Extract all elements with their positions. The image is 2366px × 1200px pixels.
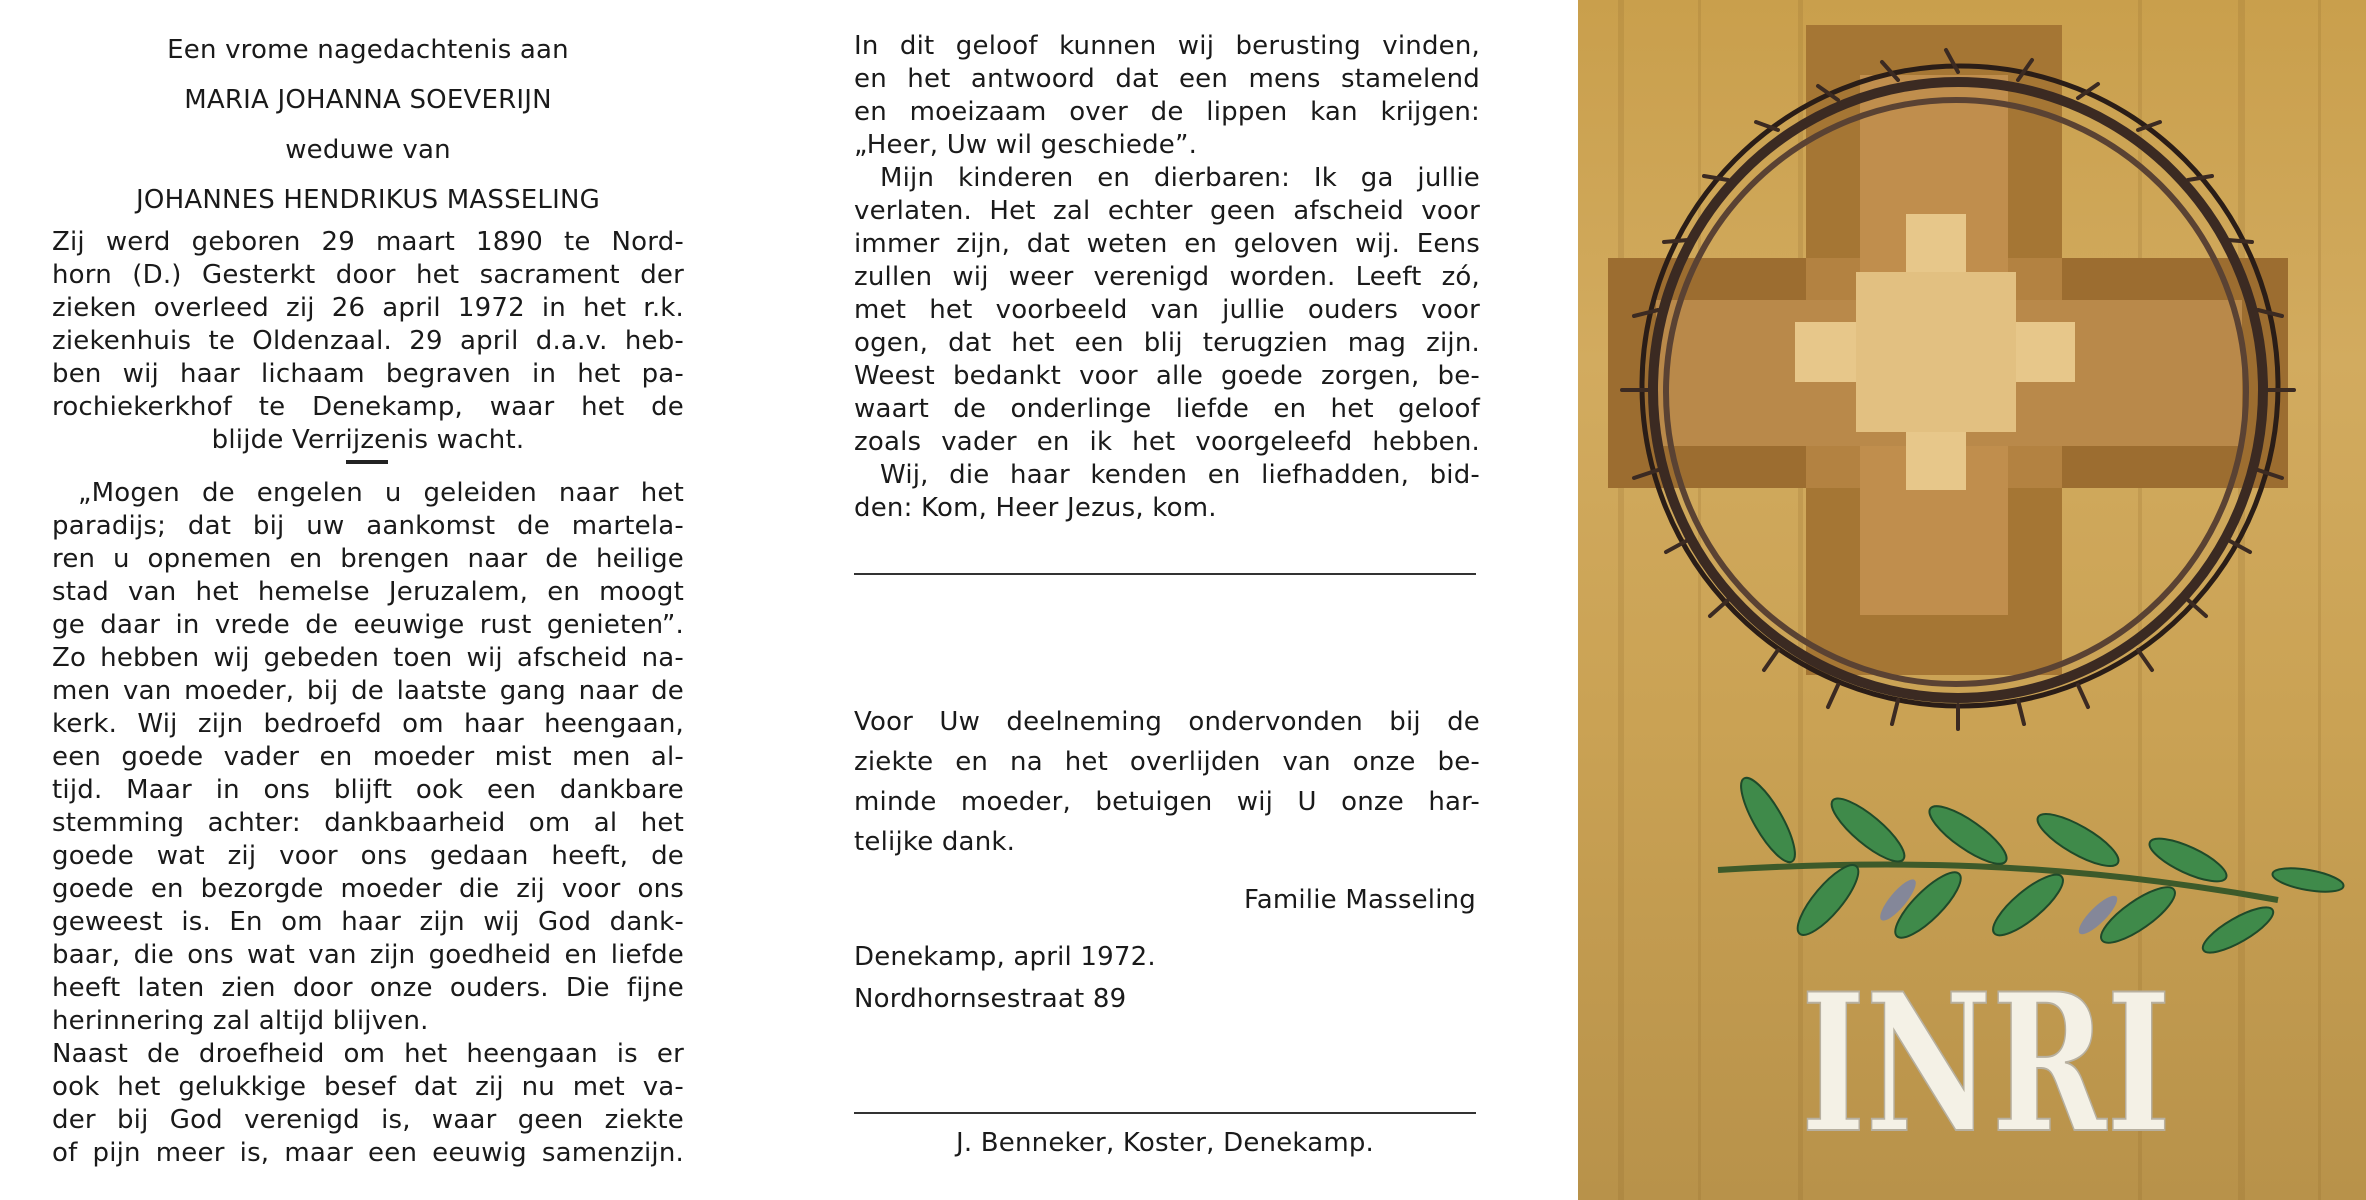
- divider-dash: [346, 460, 388, 464]
- bio-line: rochiekerkhof te Denekamp, waar het de: [52, 392, 684, 422]
- bio-line: zieken overleed zij 26 april 1972 in het r.k.: [52, 293, 684, 323]
- faith-line: ogen, dat het een blij terugzien mag zijn.: [854, 328, 1480, 358]
- prayer-line: tijd. Maar in ons blijft ook een dankbare: [52, 775, 684, 805]
- faith-line: zullen wij weer verenigd worden. Leeft zó,: [854, 262, 1480, 292]
- faith-line: den: Kom, Heer Jezus, kom.: [854, 493, 1217, 523]
- prayer-line: der bij God verenigd is, waar geen ziekte: [52, 1105, 684, 1135]
- bio-line: ben wij haar lichaam begraven in het pa-: [52, 359, 684, 389]
- bio-line: ziekenhuis te Oldenzaal. 29 april d.a.v. heb-: [52, 326, 684, 356]
- thanks-line: Voor Uw deelneming ondervonden bij de: [854, 707, 1480, 737]
- prayer-line: Naast de droefheid om het heengaan is er: [52, 1039, 684, 1069]
- prayer-line: heeft laten zien door onze ouders. Die fijne: [52, 973, 684, 1003]
- faith-line: en moeizaam over de lippen kan krijgen:: [854, 97, 1480, 127]
- family-signature: Familie Masseling: [1243, 885, 1476, 915]
- prayer-line: herinnering zal altijd blijven.: [52, 1006, 429, 1036]
- prayer-line: geweest is. En om haar zijn wij God dank-: [52, 907, 684, 937]
- faith-line: immer zijn, dat weten en geloven wij. Eens: [854, 229, 1480, 259]
- prayer-line: ge daar in vrede de eeuwige rust genieten”.: [52, 610, 684, 640]
- signature-rule: [854, 573, 1476, 575]
- faith-line: In dit geloof kunnen wij berusting vinden,: [854, 31, 1480, 61]
- deceased-name: MARIA JOHANNA SOEVERIJN: [184, 85, 552, 115]
- biography: [52, 226, 684, 457]
- faith-line: verlaten. Het zal echter geen afscheid voor: [854, 196, 1480, 226]
- heading-line-1: Een vrome nagedachtenis aan: [167, 35, 569, 65]
- prayer-line: ren u opnemen en brengen naar de heilige: [52, 544, 684, 574]
- left-panel: [0, 0, 790, 1200]
- middle-panel: [790, 0, 1580, 1200]
- prayer-line: of pijn meer is, maar een eeuwig samenzijn.: [52, 1138, 684, 1168]
- printer-rule: [854, 1112, 1476, 1114]
- faith-line: Mijn kinderen en dierbaren: Ik ga jullie: [880, 163, 1480, 193]
- faith-line: Wij, die haar kenden en liefhadden, bid-: [880, 460, 1480, 490]
- prayer-line: ook het gelukkige besef dat zij nu met va-: [52, 1072, 684, 1102]
- faith-line: Weest bedankt voor alle goede zorgen, be-: [854, 361, 1480, 391]
- thanks-line: ziekte en na het overlijden van onze be-: [854, 747, 1480, 777]
- laurel-branch: [1718, 771, 2345, 960]
- prayer-line: stemming achter: dankbaarheid om al het: [52, 808, 684, 838]
- faith-line: waart de onderlinge liefde en het geloof: [854, 394, 1480, 424]
- prayer-line: Zo hebben wij gebeden toen wij afscheid na-: [52, 643, 684, 673]
- prayer-line: een goede vader en moeder mist men al-: [52, 742, 684, 772]
- prayer-line: men van moeder, bij de laatste gang naar de: [52, 676, 684, 706]
- cross-artwork: [1578, 0, 2366, 1200]
- inri-inscription: INRI: [1801, 952, 2171, 1175]
- prayer-line: stad van het hemelse Jeruzalem, en moogt: [52, 577, 684, 607]
- address: Nordhornsestraat 89: [854, 984, 1127, 1014]
- bio-line: blijde Verrijzenis wacht.: [211, 425, 525, 455]
- printer-credit: J. Benneker, Koster, Denekamp.: [955, 1128, 1375, 1158]
- thanks-text: [854, 706, 1480, 859]
- bio-line: Zij werd geboren 29 maart 1890 te Nord-: [52, 227, 684, 257]
- heading-line-3: weduwe van: [285, 135, 451, 165]
- place-date: Denekamp, april 1972.: [854, 942, 1156, 972]
- prayer-line: kerk. Wij zijn bedroefd om haar heengaan,: [52, 709, 684, 739]
- thanks-line: telijke dank.: [854, 827, 1016, 857]
- faith-line: „Heer, Uw wil geschiede”.: [854, 130, 1198, 160]
- prayer-line: paradijs; dat bij uw aankomst de martela-: [52, 511, 684, 541]
- cover-illustration: [1578, 0, 2366, 1200]
- faith-text: [854, 30, 1480, 525]
- prayer-line: goede en bezorgde moeder die zij voor ons: [52, 874, 684, 904]
- faith-line: en het antwoord dat een mens stamelend: [854, 64, 1480, 94]
- spouse-name: JOHANNES HENDRIKUS MASSELING: [136, 185, 600, 215]
- prayer-line: goede wat zij voor ons gedaan heeft, de: [52, 841, 684, 871]
- bio-line: horn (D.) Gesterkt door het sacrament der: [52, 260, 684, 290]
- faith-line: zoals vader en ik het voorgeleefd hebben.: [854, 427, 1480, 457]
- prayer-text: [52, 477, 684, 1170]
- faith-line: met het voorbeeld van jullie ouders voor: [854, 295, 1480, 325]
- prayer-line: „Mogen de engelen u geleiden naar het: [78, 478, 684, 508]
- thanks-line: minde moeder, betuigen wij U onze har-: [854, 787, 1480, 817]
- prayer-line: baar, die ons wat van zijn goedheid en liefde: [52, 940, 684, 970]
